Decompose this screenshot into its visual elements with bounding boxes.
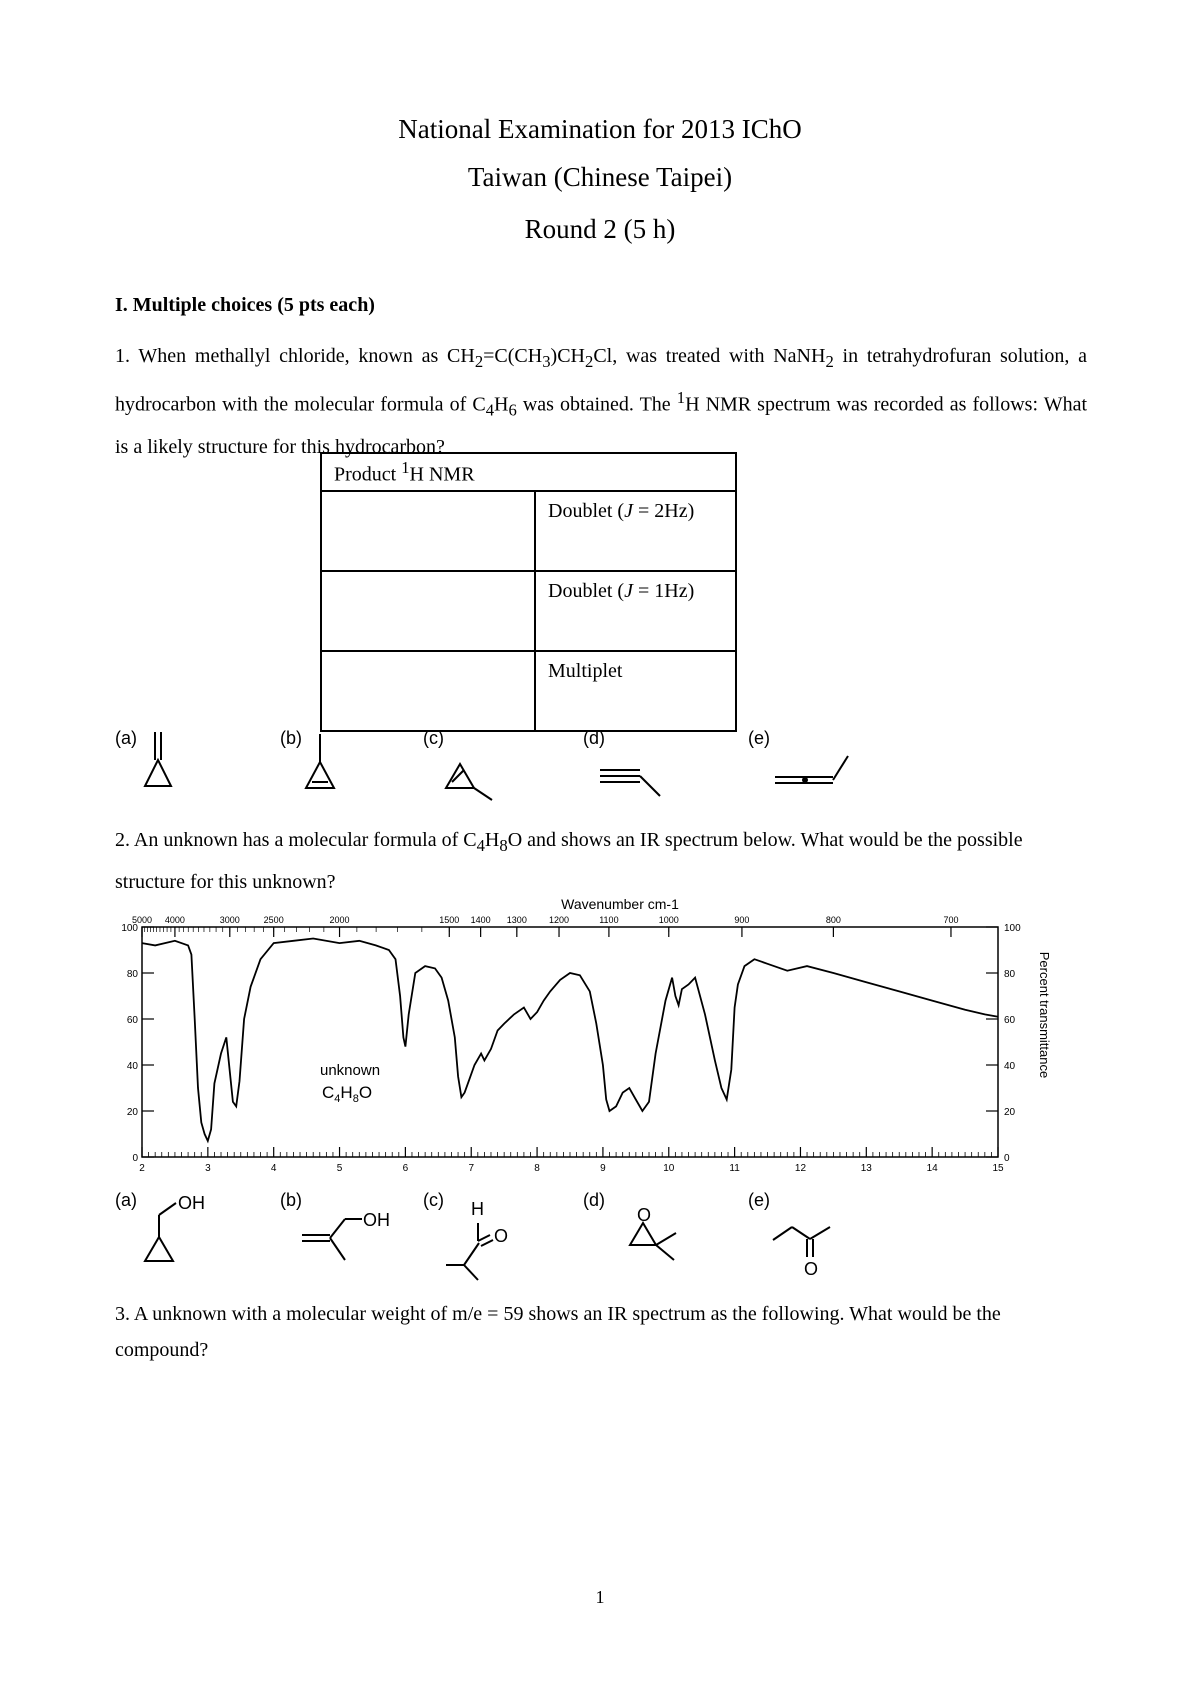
structure-c-isobutyraldehyde xyxy=(446,1223,493,1280)
q2a-oh-label: OH xyxy=(178,1193,205,1213)
structure-d-dimethyloxirane xyxy=(630,1223,676,1260)
nmr-table xyxy=(320,452,737,732)
exam-country: Taiwan (Chinese Taipei) xyxy=(467,162,733,192)
q2-structures xyxy=(0,1185,1200,1280)
y-left-tick-label: 40 xyxy=(126,1061,138,1072)
top-tick-label: 1500 xyxy=(439,915,460,925)
q1-option-b-label: (b) xyxy=(280,728,302,748)
top-tick-label: 800 xyxy=(825,915,841,925)
nmr-table-header: Product $^1$H NMR xyxy=(321,453,736,491)
y-right-tick-label: 40 xyxy=(1004,1061,1016,1072)
top-tick-label: 1300 xyxy=(506,915,527,925)
structure-b-methylcyclopropene xyxy=(306,734,334,788)
chart-annotation-formula: $C_4H_8O$ xyxy=(322,1083,373,1105)
nmr-cell-multiplet: Multiplet xyxy=(535,651,736,731)
structure-a-cyclopropylmethanol xyxy=(145,1203,176,1261)
top-tick-label: 700 xyxy=(943,915,959,925)
x-tick-label: 4 xyxy=(270,1163,277,1174)
y-right-tick-label: 80 xyxy=(1004,969,1016,980)
x-tick-label: 6 xyxy=(402,1163,409,1174)
page-number: 1 xyxy=(595,1587,605,1607)
nmr-cell-empty xyxy=(321,491,535,571)
x-tick-label: 11 xyxy=(729,1163,740,1174)
top-tick-label: 5000 xyxy=(131,915,153,925)
y-right-tick-label: 60 xyxy=(1004,1015,1016,1026)
q2-option-c-label: (c) xyxy=(423,1190,444,1210)
nmr-cell-doublet-2hz: Doublet (J = 2Hz) xyxy=(535,491,736,571)
q2c-h-label: H xyxy=(471,1199,484,1219)
structure-e-butadiene xyxy=(775,756,848,783)
q1-option-a-label: (a) xyxy=(115,728,137,748)
structure-a-methylenecyclopropane xyxy=(145,732,171,786)
x-tick-label: 2 xyxy=(139,1163,145,1174)
x-tick-label: 5 xyxy=(336,1163,343,1174)
top-tick-label: 1400 xyxy=(470,915,491,925)
q1-option-c-label: (c) xyxy=(423,728,444,748)
top-tick-label: 900 xyxy=(734,915,750,925)
x-tick-label: 15 xyxy=(992,1163,1004,1174)
q2e-o-label: O xyxy=(804,1259,819,1279)
chart-annotation-unknown: unknown xyxy=(320,1062,381,1079)
x-tick-label: 13 xyxy=(860,1163,872,1174)
chart-ticks xyxy=(121,915,1021,1174)
chart-frame xyxy=(142,927,998,1157)
chart-title: Wavenumber cm-1 xyxy=(561,896,679,912)
chart-axes xyxy=(142,927,998,1157)
q1-option-e-label: (e) xyxy=(748,728,770,748)
y-right-tick-label: 100 xyxy=(1004,923,1021,934)
chart-series-line xyxy=(142,939,998,1141)
structure-d-butyne xyxy=(600,770,660,796)
structure-c-methylcyclopropene xyxy=(446,764,492,800)
y-right-tick-label: 0 xyxy=(1004,1153,1010,1164)
q1-structures xyxy=(0,720,1200,800)
q2-option-a-label: (a) xyxy=(115,1190,137,1210)
x-tick-label: 12 xyxy=(794,1163,807,1174)
y-left-tick-label: 20 xyxy=(126,1107,138,1118)
top-tick-label: 3000 xyxy=(219,915,240,925)
structure-e-butanone xyxy=(773,1227,830,1257)
ir-spectrum-chart xyxy=(110,895,1050,1180)
y-left-tick-label: 0 xyxy=(132,1153,138,1164)
exam-title: National Examination for 2013 IChO xyxy=(398,114,802,144)
nmr-cell-empty xyxy=(321,651,535,731)
y-left-tick-label: 60 xyxy=(126,1015,138,1026)
question-2-text: 2. An unknown has a molecular formula of $C_4H_8O$ and shows an IR spectrum below. What would be the possible structure for this unknown? xyxy=(115,829,1023,893)
chart-ylabel: Percent transmittance xyxy=(1037,951,1052,1079)
q2b-oh-label: OH xyxy=(363,1210,390,1230)
q2c-o-label: O xyxy=(494,1226,509,1246)
y-left-tick-label: 100 xyxy=(121,923,138,934)
q2-option-d-label: (d) xyxy=(583,1190,605,1210)
x-tick-label: 10 xyxy=(663,1163,675,1174)
y-left-tick-label: 80 xyxy=(126,969,138,980)
x-tick-label: 8 xyxy=(534,1163,540,1174)
x-tick-label: 3 xyxy=(205,1163,211,1174)
x-tick-label: 7 xyxy=(468,1163,475,1174)
q2-option-b-label: (b) xyxy=(280,1190,302,1210)
nmr-cell-doublet-1hz: Doublet (J = 1Hz) xyxy=(535,571,736,651)
exam-round: Round 2 (5 h) xyxy=(524,214,676,244)
question-1-text: 1. When methallyl chloride, known as $CH_2=C(CH_3)CH_2Cl$, was treated with NaNH$_2$ in tetrahydrofuran solution, a hydrocarbon with the molecular formula of $C_4H_6$ was obtained. The $^1$H NMR spectrum was recorded as follows: What is a likely structure for this hydrocarbon? xyxy=(115,345,1088,458)
question-3-text: 3. A unknown with a molecular weight of m/e = 59 shows an IR spectrum as the following. What would be the compound? xyxy=(115,1303,1001,1361)
q1-option-d-label: (d) xyxy=(583,728,605,748)
top-tick-label: 2000 xyxy=(329,915,350,925)
top-tick-label: 4000 xyxy=(164,915,185,925)
y-right-tick-label: 20 xyxy=(1004,1107,1016,1118)
top-tick-label: 1200 xyxy=(549,915,570,925)
x-tick-label: 9 xyxy=(600,1163,606,1174)
top-tick-label: 1000 xyxy=(658,915,679,925)
top-tick-label: 2500 xyxy=(263,915,284,925)
structure-b-methallyl-alcohol xyxy=(302,1219,362,1260)
nmr-cell-empty xyxy=(321,571,535,651)
q2-option-e-label: (e) xyxy=(748,1190,770,1210)
x-tick-label: 14 xyxy=(926,1163,938,1174)
top-tick-label: 1100 xyxy=(599,915,619,925)
q2d-o-label: O xyxy=(637,1205,652,1225)
section-title: I. Multiple choices (5 pts each) xyxy=(115,294,375,316)
